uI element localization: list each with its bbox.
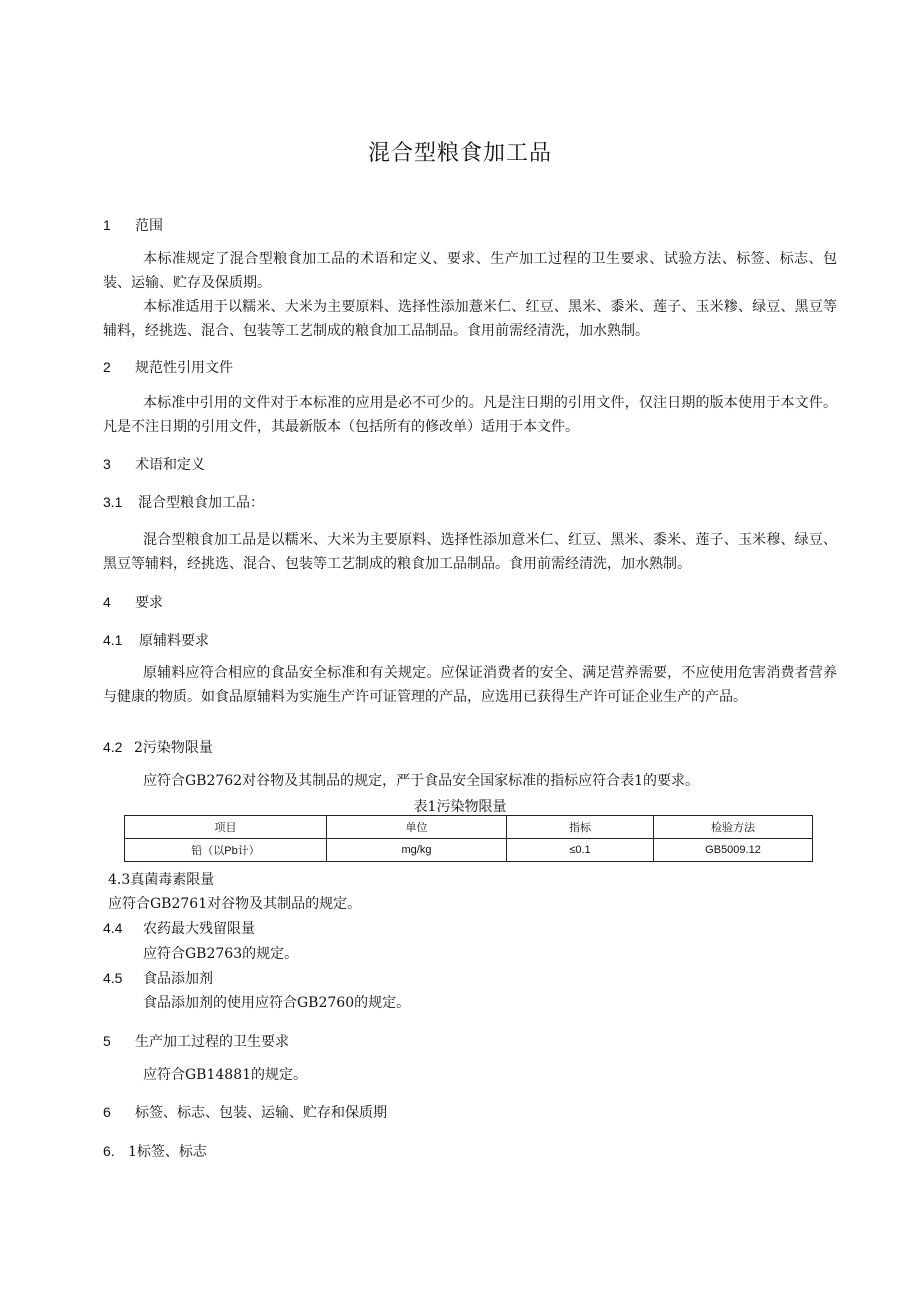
table-cell: mg/kg (327, 839, 507, 862)
column-header: 单位 (327, 816, 507, 839)
table-caption: 表1污染物限量 (413, 799, 507, 815)
paragraph: 本标准适用于以糯米、大米为主要原料、选择性添加薏米仁、红豆、黑米、黍米、莲子、玉米糁、绿豆、黑豆等辅料，经挑选、混合、包装等工艺制成的粮食加工品制品。食用前需经清洗，加水熟制。 (103, 299, 837, 339)
column-header: 检验方法 (654, 816, 813, 839)
paragraph: 本标准中引用的文件对于本标准的应用是必不可少的。凡是注日期的引用文件，仅注日期的版本使用于本文件。凡是不注日期的引用文件，其最新版本（包括所有的修改单）适用于本文件。 (103, 395, 837, 435)
section-heading-4-3: 4.3真菌毒素限量 (108, 872, 215, 888)
section-number: 4.4 (103, 920, 123, 936)
section-title: 2污染物限量 (134, 740, 213, 756)
section-heading-4 (103, 592, 163, 612)
paragraph: 应符合GB2763的规定。 (143, 946, 299, 962)
section-title: 术语和定义 (135, 457, 205, 473)
table-header-row (125, 816, 813, 839)
paragraph: 应符合GB2762对谷物及其制品的规定，严于食品安全国家标准的指标应符合表1的要求。 (143, 773, 700, 789)
section-heading-4-1 (103, 630, 209, 650)
paragraph: 应符合GB2761对谷物及其制品的规定。 (108, 896, 362, 912)
section-heading-4-5 (103, 968, 213, 988)
section-number: 5 (103, 1033, 111, 1049)
section-heading-5 (103, 1031, 289, 1051)
section-title: 原辅料要求 (139, 633, 209, 649)
section-title: 要求 (135, 595, 163, 611)
table-row (125, 839, 813, 862)
section-number: 2 (103, 359, 111, 375)
section-number: 4.2 (103, 739, 123, 755)
contaminant-limit-table (124, 815, 813, 862)
section-number: 4.1 (103, 632, 123, 648)
section-heading-3 (103, 454, 205, 474)
section-title: 标签、标志、包装、运输、贮存和保质期 (135, 1105, 387, 1121)
paragraph: 食品添加剂的使用应符合GB2760的规定。 (143, 995, 411, 1011)
section-title: 生产加工过程的卫生要求 (135, 1034, 289, 1050)
section-heading-1 (103, 215, 163, 235)
section-heading-4-2 (103, 737, 213, 757)
section-heading-6-1 (103, 1141, 207, 1161)
section-title: 农药最大残留限量 (143, 921, 255, 937)
table-cell: GB5009.12 (654, 839, 813, 862)
section-heading-6 (103, 1102, 387, 1122)
section-number: 6. (103, 1143, 115, 1159)
section-number: 3.1 (103, 494, 123, 510)
section-title: 规范性引用文件 (135, 360, 233, 376)
paragraph: 原辅料应符合相应的食品安全标准和有关规定。应保证消费者的安全、满足营养需要，不应使用危害消费者营养与健康的物质。如食品原辅料为实施生产许可证管理的产品，应选用已获得生产许可证企业生产的产品。 (103, 665, 837, 705)
section-number: 4.5 (103, 970, 123, 986)
table-cell: ≤0.1 (507, 839, 654, 862)
column-header: 指标 (507, 816, 654, 839)
section-number: 6 (103, 1104, 111, 1120)
document-title: 混合型粮食加工品 (367, 141, 552, 166)
section-heading-2 (103, 357, 233, 377)
section-number: 3 (103, 456, 111, 472)
table-cell: 铅（以Pb计） (125, 839, 327, 862)
section-title: 1标签、标志 (128, 1144, 207, 1160)
paragraph: 应符合GB14881的规定。 (143, 1067, 308, 1083)
section-heading-4-4 (103, 918, 255, 938)
section-heading-3-1 (103, 492, 264, 512)
section-number: 4 (103, 594, 111, 610)
paragraph: 混合型粮食加工品是以糯米、大米为主要原料、选择性添加意米仁、红豆、黑米、黍米、莲子、玉米穆、绿豆、黑豆等辅料，经挑选、混合、包装等工艺制成的粮食加工品制品。食用前需经清洗，加水熟制。 (103, 532, 837, 572)
section-number: 1 (103, 217, 111, 233)
paragraph: 本标准规定了混合型粮食加工品的术语和定义、要求、生产加工过程的卫生要求、试验方法、标签、标志、包装、运输、贮存及保质期。 (103, 251, 837, 291)
section-title: 范围 (135, 218, 163, 234)
section-title: 食品添加剂 (143, 971, 213, 987)
column-header: 项目 (125, 816, 327, 839)
section-title: 混合型粮食加工品： (138, 495, 264, 511)
